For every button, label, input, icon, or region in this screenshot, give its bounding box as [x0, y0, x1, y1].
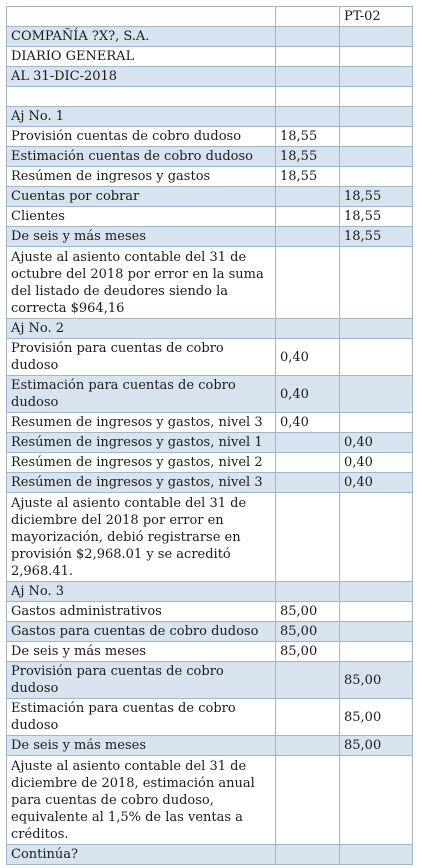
- credit-cell: [340, 87, 413, 107]
- debit-cell: [276, 662, 340, 699]
- debit-cell: 0,40: [276, 339, 340, 376]
- credit-cell: [340, 167, 413, 187]
- debit-cell: [276, 207, 340, 227]
- journal-row: [7, 167, 413, 187]
- description-cell: Ajuste al asiento contable del 31 de octubre del 2018 por error en la suma del listado de deudores siendo la correcta $964,16: [7, 247, 276, 319]
- journal-row: [7, 87, 413, 107]
- description-cell: Estimación para cuentas de cobro dudoso: [7, 699, 276, 736]
- description-cell: Ajuste al asiento contable del 31 de diciembre del 2018 por error en mayorización, debió registrarse en provisión $2,968.01 y se acreditó 2,968.41.: [7, 493, 276, 582]
- credit-cell: [340, 107, 413, 127]
- credit-cell: 18,55: [340, 207, 413, 227]
- credit-cell: 85,00: [340, 699, 413, 736]
- description-cell: Provisión para cuentas de cobro dudoso: [7, 339, 276, 376]
- description-cell: [7, 87, 276, 107]
- journal-table: [6, 6, 413, 865]
- description-cell: Resumen de ingresos y gastos, nivel 3: [7, 413, 276, 433]
- description-cell: Aj No. 1: [7, 107, 276, 127]
- description-cell: [7, 7, 276, 27]
- journal-row: [7, 147, 413, 167]
- debit-cell: 0,40: [276, 376, 340, 413]
- debit-cell: [276, 27, 340, 47]
- credit-cell: [340, 413, 413, 433]
- journal-row: [7, 756, 413, 845]
- credit-cell: [340, 582, 413, 602]
- credit-cell: [340, 376, 413, 413]
- debit-cell: [276, 107, 340, 127]
- debit-cell: [276, 845, 340, 865]
- credit-cell: [340, 147, 413, 167]
- credit-cell: [340, 47, 413, 67]
- debit-cell: [276, 453, 340, 473]
- debit-cell: [276, 699, 340, 736]
- credit-cell: [340, 602, 413, 622]
- journal-row: [7, 207, 413, 227]
- journal-row: [7, 339, 413, 376]
- debit-cell: [276, 433, 340, 453]
- credit-cell: [340, 756, 413, 845]
- credit-cell: [340, 67, 413, 87]
- debit-cell: [276, 187, 340, 207]
- debit-cell: 85,00: [276, 622, 340, 642]
- credit-cell: [340, 127, 413, 147]
- journal-row: [7, 187, 413, 207]
- journal-row: [7, 67, 413, 87]
- journal-row: [7, 473, 413, 493]
- description-cell: Aj No. 2: [7, 319, 276, 339]
- debit-cell: [276, 756, 340, 845]
- description-cell: Ajuste al asiento contable del 31 de diciembre de 2018, estimación anual para cuentas de cobro dudoso, equivalente al 1,5% de las ventas a créditos.: [7, 756, 276, 845]
- debit-cell: [276, 319, 340, 339]
- journal-row: [7, 699, 413, 736]
- description-cell: De seis y más meses: [7, 227, 276, 247]
- journal-row: [7, 319, 413, 339]
- journal-body: [7, 7, 413, 865]
- debit-cell: 85,00: [276, 642, 340, 662]
- debit-cell: [276, 493, 340, 582]
- journal-row: [7, 227, 413, 247]
- credit-cell: 85,00: [340, 736, 413, 756]
- credit-cell: [340, 27, 413, 47]
- debit-cell: [276, 47, 340, 67]
- journal-row: [7, 453, 413, 473]
- debit-cell: [276, 67, 340, 87]
- credit-cell: [340, 622, 413, 642]
- journal-row: [7, 247, 413, 319]
- journal-row: [7, 47, 413, 67]
- journal-row: [7, 107, 413, 127]
- debit-cell: [276, 473, 340, 493]
- description-cell: Provisión para cuentas de cobro dudoso: [7, 662, 276, 699]
- credit-cell: PT-02: [340, 7, 413, 27]
- debit-cell: 18,55: [276, 167, 340, 187]
- journal-row: [7, 376, 413, 413]
- description-cell: Gastos administrativos: [7, 602, 276, 622]
- debit-cell: [276, 227, 340, 247]
- journal-row: [7, 7, 413, 27]
- journal-row: [7, 642, 413, 662]
- credit-cell: 0,40: [340, 473, 413, 493]
- description-cell: De seis y más meses: [7, 642, 276, 662]
- journal-row: [7, 493, 413, 582]
- debit-cell: [276, 87, 340, 107]
- credit-cell: [340, 319, 413, 339]
- journal-row: [7, 27, 413, 47]
- description-cell: Aj No. 3: [7, 582, 276, 602]
- debit-cell: [276, 582, 340, 602]
- description-cell: Clientes: [7, 207, 276, 227]
- credit-cell: 0,40: [340, 433, 413, 453]
- debit-cell: [276, 736, 340, 756]
- description-cell: Provisión cuentas de cobro dudoso: [7, 127, 276, 147]
- debit-cell: 0,40: [276, 413, 340, 433]
- credit-cell: 85,00: [340, 662, 413, 699]
- credit-cell: [340, 493, 413, 582]
- debit-cell: [276, 247, 340, 319]
- credit-cell: [340, 845, 413, 865]
- journal-row: [7, 602, 413, 622]
- description-cell: De seis y más meses: [7, 736, 276, 756]
- debit-cell: 18,55: [276, 127, 340, 147]
- credit-cell: [340, 247, 413, 319]
- description-cell: AL 31-DIC-2018: [7, 67, 276, 87]
- debit-cell: [276, 7, 340, 27]
- description-cell: Resúmen de ingresos y gastos, nivel 2: [7, 453, 276, 473]
- debit-cell: 18,55: [276, 147, 340, 167]
- description-cell: Resúmen de ingresos y gastos, nivel 1: [7, 433, 276, 453]
- description-cell: Resúmen de ingresos y gastos: [7, 167, 276, 187]
- description-cell: COMPAÑÍA ?X?, S.A.: [7, 27, 276, 47]
- journal-row: [7, 662, 413, 699]
- journal-row: [7, 845, 413, 865]
- credit-cell: 18,55: [340, 187, 413, 207]
- description-cell: Resúmen de ingresos y gastos, nivel 3: [7, 473, 276, 493]
- description-cell: Continúa?: [7, 845, 276, 865]
- journal-row: [7, 127, 413, 147]
- description-cell: Gastos para cuentas de cobro dudoso: [7, 622, 276, 642]
- credit-cell: [340, 642, 413, 662]
- journal-row: [7, 433, 413, 453]
- credit-cell: 18,55: [340, 227, 413, 247]
- debit-cell: 85,00: [276, 602, 340, 622]
- description-cell: Estimación para cuentas de cobro dudoso: [7, 376, 276, 413]
- journal-row: [7, 413, 413, 433]
- journal-row: [7, 736, 413, 756]
- description-cell: DIARIO GENERAL: [7, 47, 276, 67]
- journal-row: [7, 582, 413, 602]
- description-cell: Estimación cuentas de cobro dudoso: [7, 147, 276, 167]
- description-cell: Cuentas por cobrar: [7, 187, 276, 207]
- credit-cell: 0,40: [340, 453, 413, 473]
- journal-row: [7, 622, 413, 642]
- credit-cell: [340, 339, 413, 376]
